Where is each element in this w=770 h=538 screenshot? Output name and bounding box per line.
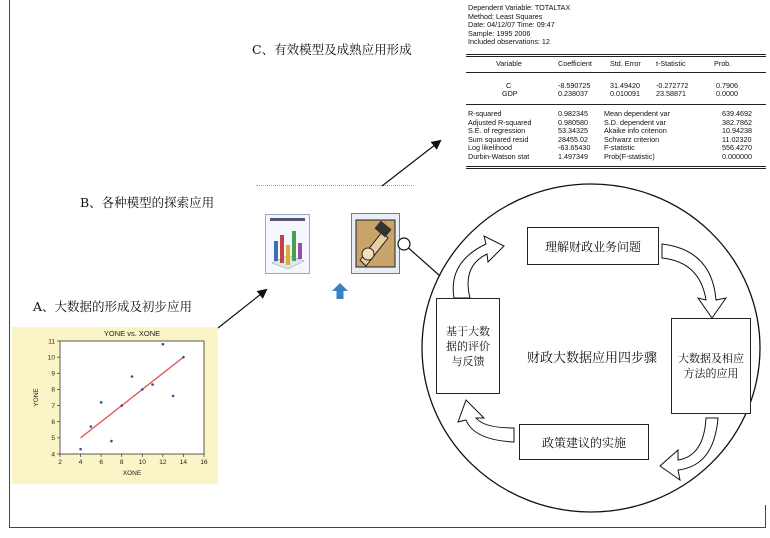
step-apply-box: 大数据及相应方法的应用 [671, 318, 751, 414]
scatter-point [172, 395, 175, 398]
step-understand-box: 理解财政业务问题 [527, 227, 659, 265]
scatter-point [182, 356, 185, 359]
scatter-point [100, 401, 103, 404]
reg-stat-row: Durbin-Watson stat 1.497349 Prob(F-statistic) 0.000000 [468, 152, 752, 161]
x-tick-label: 10 [138, 459, 146, 466]
x-tick-label: 8 [119, 459, 124, 466]
step-evaluate-box: 基于大数据的评价与反馈 [436, 298, 500, 394]
chart-title: YONE vs. XONE [103, 329, 161, 338]
scatter-point [90, 425, 93, 428]
x-tick-label: 12 [159, 459, 167, 466]
y-axis-label: YONE [33, 388, 40, 407]
scatter-point [141, 388, 144, 391]
scatter-point [151, 383, 154, 386]
reg-column-headers: Variable Coefficient Std. Error t-Statistic Prob. [496, 59, 732, 68]
reg-stat-row: R-squared 0.982345 Mean dependent var 639.4692 [468, 109, 752, 118]
reg-header-line: Method: Least Squares [468, 11, 543, 21]
scatter-point [120, 404, 123, 407]
reg-header-line: Dependent Variable: TOTALTAX [468, 3, 571, 12]
x-tick-label: 14 [179, 459, 188, 466]
x-tick-label: 6 [99, 459, 103, 466]
y-tick-label: 9 [51, 370, 55, 378]
cycle-center-label: 财政大数据应用四步骤 [526, 351, 657, 366]
y-tick-label: 7 [51, 402, 55, 410]
stage-b-label: B、各种模型的探索应用 [80, 195, 215, 210]
stage-c-label: C、有效模型及成熟应用形成 [252, 42, 412, 57]
scatter-plot-panel [12, 327, 218, 484]
scatter-point [131, 375, 134, 378]
scatter-point [110, 440, 113, 443]
step-implement-box: 政策建议的实施 [519, 424, 649, 460]
reg-row: GDP 0.238037 0.010091 23.58871 0.0000 [502, 89, 738, 98]
reg-row: C -8.590725 31.49420 -0.272772 0.7906 [506, 81, 738, 90]
reg-header-line: Included observations: 12 [468, 37, 550, 47]
reg-header-line: Date: 04/12/07 Time: 09:47 [468, 20, 555, 30]
connector-line [404, 244, 440, 276]
reg-header-line: Sample: 1995 2006 [468, 28, 531, 38]
x-tick-label: 2 [58, 459, 62, 466]
y-tick-label: 10 [47, 354, 55, 362]
connector-knob [398, 238, 410, 250]
x-tick-label: 4 [78, 459, 83, 466]
scatter-plot [12, 327, 218, 484]
reg-stat-row: S.E. of regression 53.34325 Akaike info criterion 10.94238 [468, 126, 752, 136]
scatter-point [162, 343, 165, 346]
scatter-point [79, 448, 82, 451]
x-axis-label: XONE [122, 470, 142, 477]
reg-stat-row: Adjusted R-squared 0.980580 S.D. dependent var 382.7862 [468, 117, 752, 127]
reg-stat-row: Sum squared resid 28455.02 Schwarz criterion 11.02320 [468, 134, 752, 144]
y-tick-label: 4 [51, 451, 55, 459]
y-tick-label: 6 [51, 419, 55, 427]
y-tick-label: 11 [48, 338, 55, 346]
stage-a-label: A、大数据的形成及初步应用 [33, 299, 193, 314]
reg-stat-row: Log likelihood -63.65430 F-statistic 556.4270 [468, 143, 752, 153]
x-tick-label: 16 [200, 459, 208, 466]
y-tick-label: 8 [51, 386, 55, 394]
y-tick-label: 5 [51, 435, 55, 443]
